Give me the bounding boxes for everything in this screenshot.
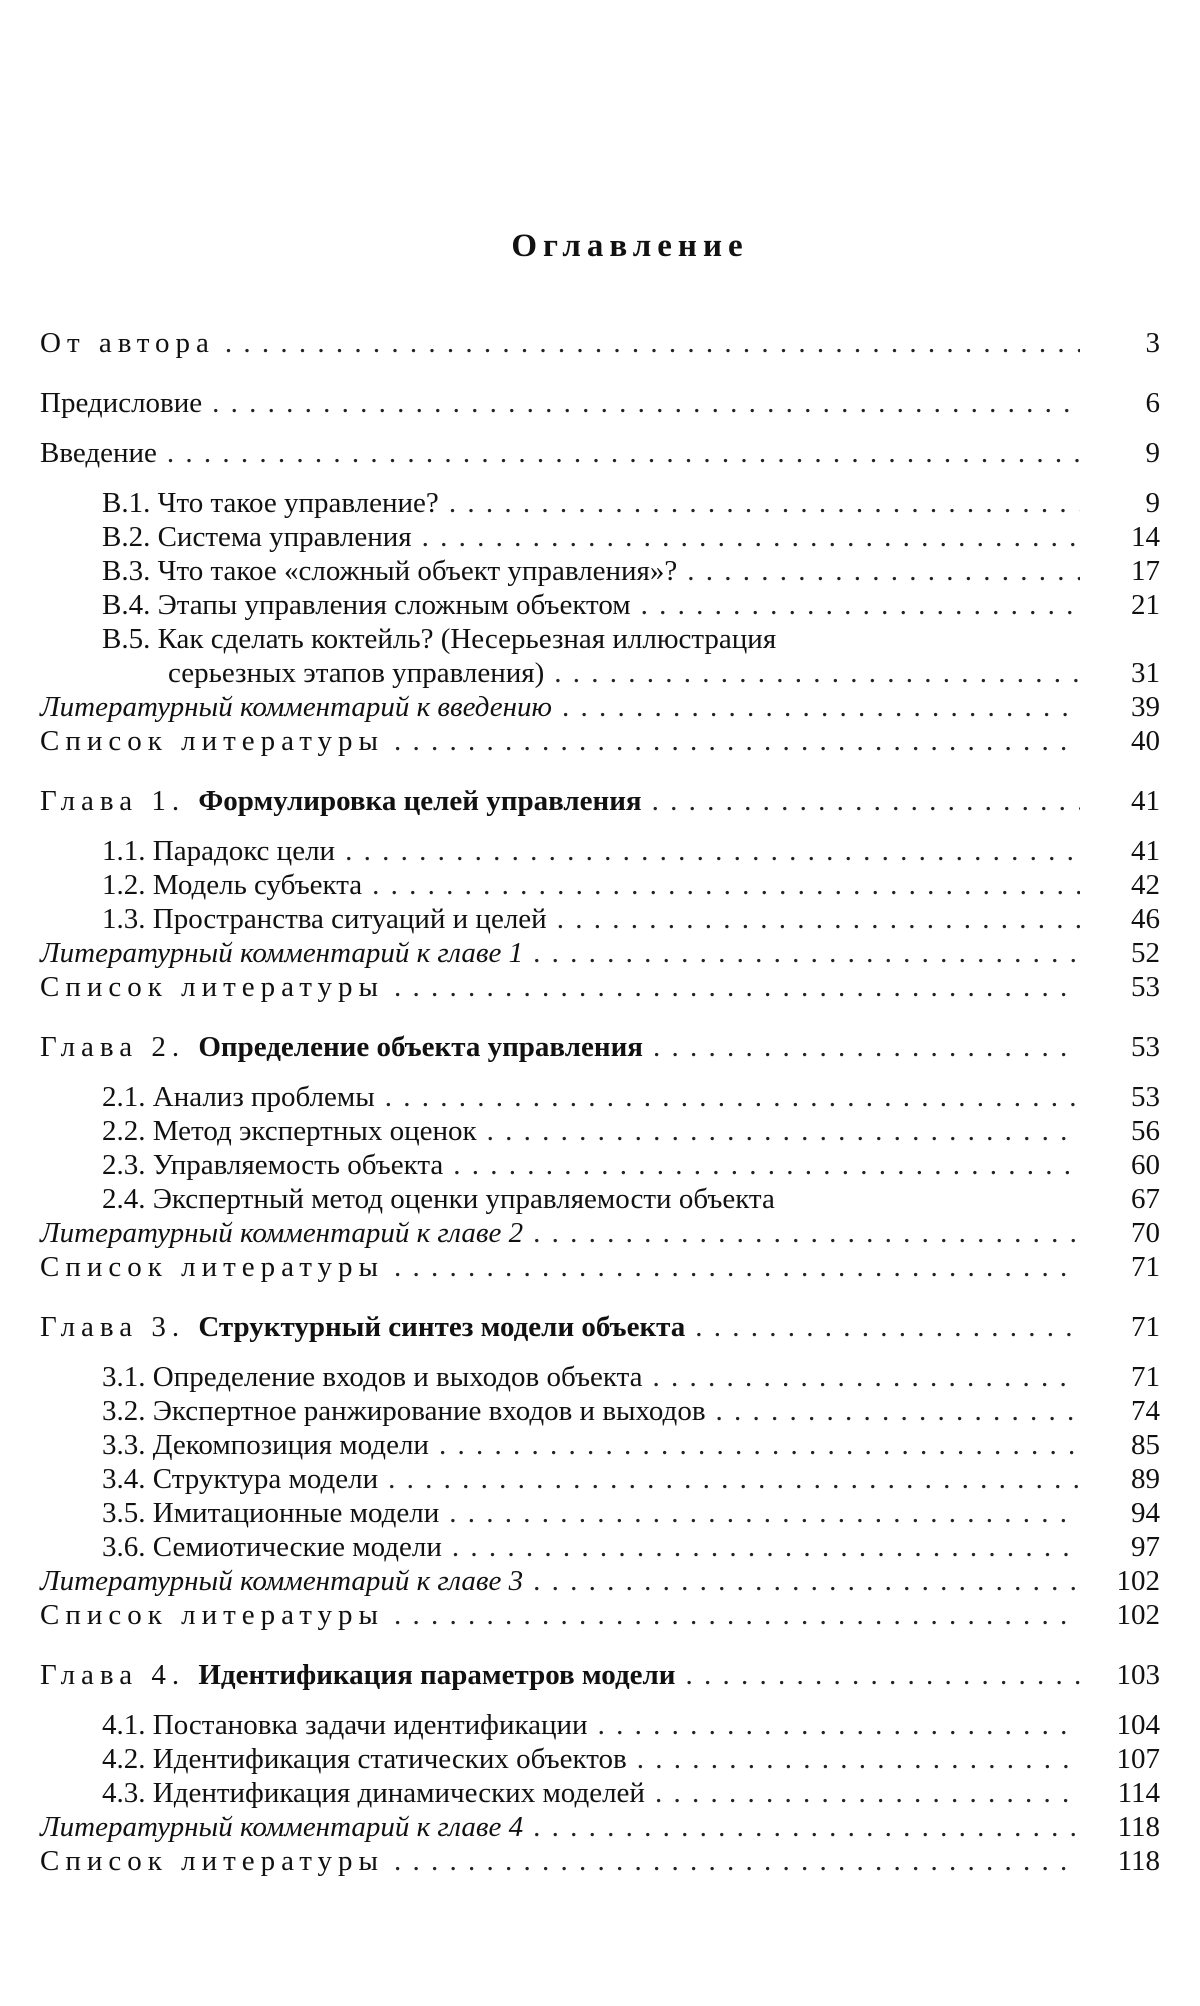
leader-dots [653,1030,1080,1064]
toc-entry [40,1810,1160,1844]
toc-entry [40,1148,1160,1182]
leader-dots [687,554,1080,588]
toc-entry [40,588,1160,622]
page-number: 40 [1131,725,1160,757]
toc-entry-title: Список литературы [40,1845,385,1877]
toc-entry [40,1658,1160,1692]
leader-dots [598,1708,1080,1742]
toc-entry-title: В.3. Что такое «сложный объект управления»? [102,555,678,587]
toc-entry-title: В.1. Что такое управление? [102,487,439,519]
page-number: 60 [1131,1149,1160,1181]
leader-dots [487,1114,1080,1148]
chapter-label: Глава 3. [40,1311,199,1343]
toc-entry-title: Список литературы [40,971,385,1003]
leader-dots [557,902,1080,936]
toc-entry-title: 2.1. Анализ проблемы [102,1081,375,1113]
toc-entry [40,1844,1160,1878]
toc-entry-title [40,1658,675,1692]
page-number: 39 [1131,691,1160,723]
toc-entry-title: В.5. Как сделать коктейль? (Несерьезная иллюстрация [102,623,777,655]
leader-dots [167,436,1080,470]
toc-entry-title: 1.2. Модель субъекта [102,869,363,901]
toc-entry-title: 3.4. Структура модели [102,1463,379,1495]
page-number: 102 [1116,1565,1160,1597]
leader-dots [652,784,1080,818]
toc-entry-title: 3.1. Определение входов и выходов объекта [102,1361,643,1393]
toc-entry-title [40,1310,685,1344]
toc-entry-title: В.2. Система управления [102,521,412,553]
toc-entry-title: 1.3. Пространства ситуаций и целей [102,903,547,935]
page-number: 107 [1116,1743,1160,1775]
chapter-label: Глава 2. [40,1031,199,1063]
toc-entry-title: Предисловие [40,387,203,419]
leader-dots [388,1462,1080,1496]
page-number: 67 [1131,1183,1160,1215]
toc-entry [40,386,1160,420]
leader-dots [394,1844,1080,1878]
toc-entry-title: 2.4. Экспертный метод оценки управляемости объекта [102,1183,775,1215]
leader-dots [533,936,1080,970]
page-number: 74 [1131,1395,1160,1427]
chapter-title: Структурный синтез модели объекта [198,1311,686,1343]
page-number: 114 [1117,1777,1160,1809]
page-number: 46 [1131,903,1160,935]
page-number: 71 [1131,1311,1160,1343]
leader-dots [641,588,1080,622]
toc-entry-title: 3.5. Имитационные модели [102,1497,440,1529]
toc-entry [40,1182,1160,1216]
toc-entry-title: Список литературы [40,1599,385,1631]
toc-entry [40,690,1160,724]
page-number: 52 [1131,937,1160,969]
toc-entry-title: Литературный комментарий к главе 3 [40,1565,524,1597]
page-number: 6 [1145,387,1160,419]
page-number: 53 [1131,1031,1160,1063]
toc-entry-title: 3.2. Экспертное ранжирование входов и выходов [102,1395,706,1427]
toc-entry [40,1360,1160,1394]
chapter-label: Глава 1. [40,785,199,817]
toc-entry [40,970,1160,1004]
toc-entry [40,1776,1160,1810]
toc-entry [40,1216,1160,1250]
page-number: 118 [1117,1845,1160,1877]
page-number: 89 [1131,1463,1160,1495]
toc-entry [40,1310,1160,1344]
toc-entry-title [40,1030,643,1064]
page-number: 53 [1131,971,1160,1003]
toc-entry-title: 2.3. Управляемость объекта [102,1149,444,1181]
toc-entry [40,834,1160,868]
toc-entry [40,1080,1160,1114]
toc-entry-title: От автора [40,327,215,359]
toc-entry [40,326,1160,360]
toc-entry [40,1114,1160,1148]
leader-dots [695,1310,1080,1344]
toc-entry [40,1530,1160,1564]
page-number: 31 [1131,657,1160,689]
leader-dots [449,1496,1080,1530]
toc-entry [40,1462,1160,1496]
toc-entry [40,520,1160,554]
page-number: 56 [1131,1115,1160,1147]
page-number: 14 [1131,521,1160,553]
page-number: 71 [1131,1251,1160,1283]
page-number: 17 [1131,555,1160,587]
leader-dots [394,1250,1080,1284]
toc-entry [40,1428,1160,1462]
toc-entry [40,1598,1160,1632]
toc-entry [40,868,1160,902]
leader-dots [422,520,1080,554]
page-number: 21 [1131,589,1160,621]
toc-entry [40,554,1160,588]
table-of-contents [40,300,1160,1878]
toc-entry-title: 4.1. Постановка задачи идентификации [102,1709,588,1741]
leader-dots [453,1148,1080,1182]
toc-entry-title: Литературный комментарий к введению [40,691,552,723]
toc-entry-title: 3.3. Декомпозиция модели [102,1429,429,1461]
toc-entry [40,486,1160,520]
toc-entry [40,656,1160,690]
page-number: 118 [1117,1811,1160,1843]
toc-entry [40,902,1160,936]
toc-entry [40,1030,1160,1064]
toc-entry [40,784,1160,818]
toc-entry [40,1394,1160,1428]
leader-dots [394,970,1080,1004]
leader-dots [439,1428,1080,1462]
toc-entry-title: 4.3. Идентификация динамических моделей [102,1777,645,1809]
toc-entry-title: 3.6. Семиотические модели [102,1531,442,1563]
chapter-title: Идентификация параметров модели [198,1659,676,1691]
page-number: 70 [1131,1217,1160,1249]
leader-dots [449,486,1080,520]
toc-entry [40,1742,1160,1776]
page-number: 71 [1131,1361,1160,1393]
page-number: 42 [1131,869,1160,901]
toc-entry [40,936,1160,970]
toc-entry [40,724,1160,758]
leader-dots [533,1564,1080,1598]
leader-dots [653,1360,1081,1394]
toc-entry-title: Литературный комментарий к главе 4 [40,1811,524,1843]
leader-dots [452,1530,1080,1564]
leader-dots [533,1216,1080,1250]
chapter-title: Определение объекта управления [198,1031,643,1063]
page-number: 41 [1131,835,1160,867]
page-number: 53 [1131,1081,1160,1113]
toc-entry-title: Литературный комментарий к главе 1 [40,937,524,969]
toc-entry [40,1250,1160,1284]
toc-entry-title: В.4. Этапы управления сложным объектом [102,589,631,621]
toc-entry [40,436,1160,470]
toc-entry-title: серьезных этапов управления) [168,657,545,689]
leader-dots [554,656,1080,690]
leader-dots [562,690,1080,724]
toc-entry-title: Литературный комментарий к главе 2 [40,1217,524,1249]
toc-entry-title: 1.1. Парадокс цели [102,835,336,867]
toc-entry-title: Введение [40,437,157,469]
leader-dots [212,386,1080,420]
toc-entry [40,1564,1160,1598]
leader-dots [685,1658,1080,1692]
toc-entry [40,1708,1160,1742]
leader-dots [345,834,1080,868]
leader-dots [716,1394,1080,1428]
toc-entry-title: Список литературы [40,1251,385,1283]
leader-dots [372,868,1080,902]
leader-dots [385,1080,1080,1114]
leader-dots [533,1810,1080,1844]
toc-entry-title: 4.2. Идентификация статических объектов [102,1743,627,1775]
page-number: 97 [1131,1531,1160,1563]
page-title: Оглавление [511,228,749,264]
page-number: 9 [1145,437,1160,469]
toc-entry-title: Список литературы [40,725,385,757]
toc-entry [40,1496,1160,1530]
toc-entry [40,622,1160,656]
leader-dots [655,1776,1080,1810]
page-number: 3 [1145,327,1160,359]
toc-entry-title [40,784,642,818]
page-number: 94 [1131,1497,1160,1529]
leader-dots [394,1598,1080,1632]
page-number: 103 [1116,1659,1160,1691]
leader-dots [394,724,1080,758]
leader-dots [637,1742,1080,1776]
chapter-title: Формулировка целей управления [198,785,642,817]
page-number: 9 [1145,487,1160,519]
page-number: 85 [1131,1429,1160,1461]
page-number: 41 [1131,785,1160,817]
page-number: 104 [1116,1709,1160,1741]
toc-entry-title: 2.2. Метод экспертных оценок [102,1115,477,1147]
chapter-label: Глава 4. [40,1659,199,1691]
page-number: 102 [1116,1599,1160,1631]
leader-dots [225,326,1080,360]
